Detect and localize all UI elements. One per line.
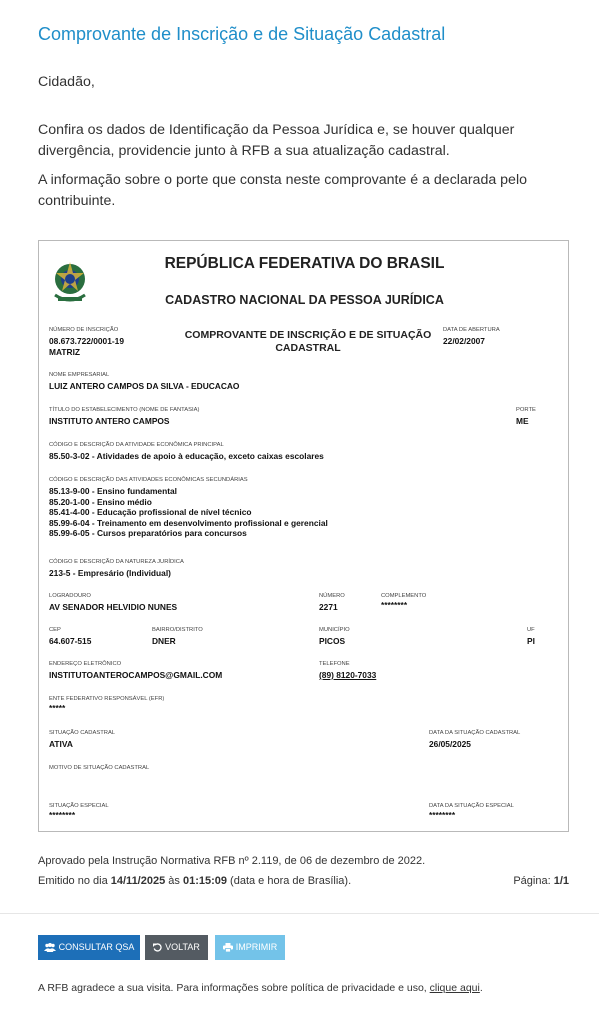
greeting: Cidadão, [38, 74, 95, 90]
data-abertura-label: DATA DE ABERTURA [443, 327, 500, 333]
cep-label: CEP [49, 627, 61, 633]
natureza-juridica-value: 213-5 - Empresário (Individual) [49, 568, 171, 578]
atividade-secundaria-item: 85.99-6-04 - Treinamento em desenvolvimento profissional e gerencial [49, 517, 328, 528]
situacao-especial-value: ******** [49, 810, 76, 820]
imprimir-button[interactable]: IMPRIMIR [215, 935, 285, 960]
emission-date: 14/11/2025 [110, 875, 166, 887]
printer-icon [223, 943, 233, 952]
porte-label: PORTE [516, 407, 536, 413]
atividade-secundaria-item: 85.20-1-00 - Ensino médio [49, 496, 152, 507]
numero-label: NÚMERO [319, 593, 345, 599]
natureza-juridica-label: CÓDIGO E DESCRIÇÃO DA NATUREZA JURÍDICA [49, 559, 184, 565]
privacy-link[interactable]: clique aqui [429, 982, 480, 994]
emission-note: Emitido no dia 14/11/2025 às 01:15:09 (data e hora de Brasília). [38, 875, 352, 887]
data-situacao-especial-label: DATA DA SITUAÇÃO ESPECIAL [429, 803, 514, 809]
atividades-secundarias-label: CÓDIGO E DESCRIÇÃO DAS ATIVIDADES ECONÔMICAS SECUNDÁRIAS [49, 477, 248, 483]
municipio-label: MUNICÍPIO [319, 627, 350, 633]
logradouro-value: AV SENADOR HELVIDIO NUNES [49, 602, 178, 612]
numero-inscricao-type: MATRIZ [49, 347, 81, 357]
situacao-label: SITUAÇÃO CADASTRAL [49, 730, 116, 736]
data-situacao-especial-value: ******** [429, 810, 456, 820]
fantasia-value: INSTITUTO ANTERO CAMPOS [49, 416, 170, 426]
cadastro-heading: CADASTRO NACIONAL DA PESSOA JURÍDICA [165, 293, 444, 307]
uf-label: UF [527, 627, 535, 633]
privacy-note: A RFB agradece a sua visita. Para informações sobre política de privacidade e uso, clique aqui. [38, 982, 483, 994]
efr-value: ***** [49, 703, 66, 713]
numero-value: 2271 [319, 602, 338, 612]
porte-value: ME [516, 416, 529, 426]
telefone-label: TELEFONE [319, 661, 350, 667]
atividade-secundaria-item: 85.41-4-00 - Educação profissional de nível técnico [49, 507, 252, 517]
emission-time: 01:15:09 [182, 875, 227, 887]
atividade-secundaria-item: 85.99-6-05 - Cursos preparatórios para concursos [49, 528, 247, 538]
approval-note: Aprovado pela Instrução Normativa RFB nº 2.119, de 06 de dezembro de 2022. [38, 855, 426, 867]
page-title: Comprovante de Inscrição e de Situação Cadastral [38, 24, 446, 44]
complemento-label: COMPLEMENTO [381, 593, 427, 599]
data-situacao-label: DATA DA SITUAÇÃO CADASTRAL [429, 730, 521, 736]
municipio-value: PICOS [319, 636, 346, 646]
data-situacao-value: 26/05/2025 [429, 739, 471, 749]
bairro-value: DNER [152, 636, 176, 646]
intro-paragraph-1: Confira os dados de Identificação da Pessoa Jurídica e, se houver qualquer divergência, providencie junto à RFB a sua atualização cadastral. [38, 122, 515, 159]
uf-value: PI [527, 636, 535, 646]
fantasia-label: TÍTULO DO ESTABELECIMENTO (NOME DE FANTASIA) [49, 407, 200, 413]
complemento-value: ******** [381, 600, 408, 610]
data-abertura-value: 22/02/2007 [443, 336, 485, 346]
atividade-secundaria-item: 85.13-9-00 - Ensino fundamental [49, 486, 177, 496]
telefone-value: (89) 8120-7033 [319, 670, 377, 680]
atividade-principal-value: 85.50-3-02 - Atividades de apoio à educação, exceto caixas escolares [49, 451, 324, 461]
undo-icon [153, 943, 162, 952]
republic-heading: REPÚBLICA FEDERATIVA DO BRASIL [164, 255, 445, 272]
efr-label: ENTE FEDERATIVO RESPONSÁVEL (EFR) [49, 696, 165, 702]
users-icon [44, 943, 56, 952]
nome-empresarial-label: NOME EMPRESARIAL [49, 372, 110, 378]
situacao-value: ATIVA [49, 739, 73, 749]
numero-inscricao-value: 08.673.722/0001-19 [49, 336, 124, 346]
situacao-especial-label: SITUAÇÃO ESPECIAL [49, 803, 109, 809]
logradouro-label: LOGRADOURO [49, 593, 91, 599]
motivo-label: MOTIVO DE SITUAÇÃO CADASTRAL [49, 765, 150, 771]
nome-empresarial-value: LUIZ ANTERO CAMPOS DA SILVA - EDUCACAO [49, 381, 240, 391]
numero-inscricao-label: NÚMERO DE INSCRIÇÃO [49, 327, 119, 333]
intro-paragraph-2: A informação sobre o porte que consta neste comprovante é a declarada pelo contribuinte. [38, 172, 527, 209]
cep-value: 64.607-515 [49, 636, 92, 646]
atividade-principal-label: CÓDIGO E DESCRIÇÃO DA ATIVIDADE ECONÔMICA PRINCIPAL [49, 442, 224, 448]
page-counter: Página: 1/1 [513, 875, 569, 887]
bairro-label: BAIRRO/DISTRITO [152, 627, 203, 633]
email-value: INSTITUTOANTEROCAMPOS@GMAIL.COM [49, 670, 223, 680]
consultar-qsa-button[interactable]: CONSULTAR QSA [38, 935, 140, 960]
voltar-button[interactable]: VOLTAR [145, 935, 208, 960]
divider [0, 913, 599, 914]
email-label: ENDEREÇO ELETRÔNICO [49, 661, 122, 667]
cnpj-certificate [38, 240, 569, 832]
document-title: COMPROVANTE DE INSCRIÇÃO E DE SITUAÇÃO CADASTRAL [184, 329, 432, 354]
